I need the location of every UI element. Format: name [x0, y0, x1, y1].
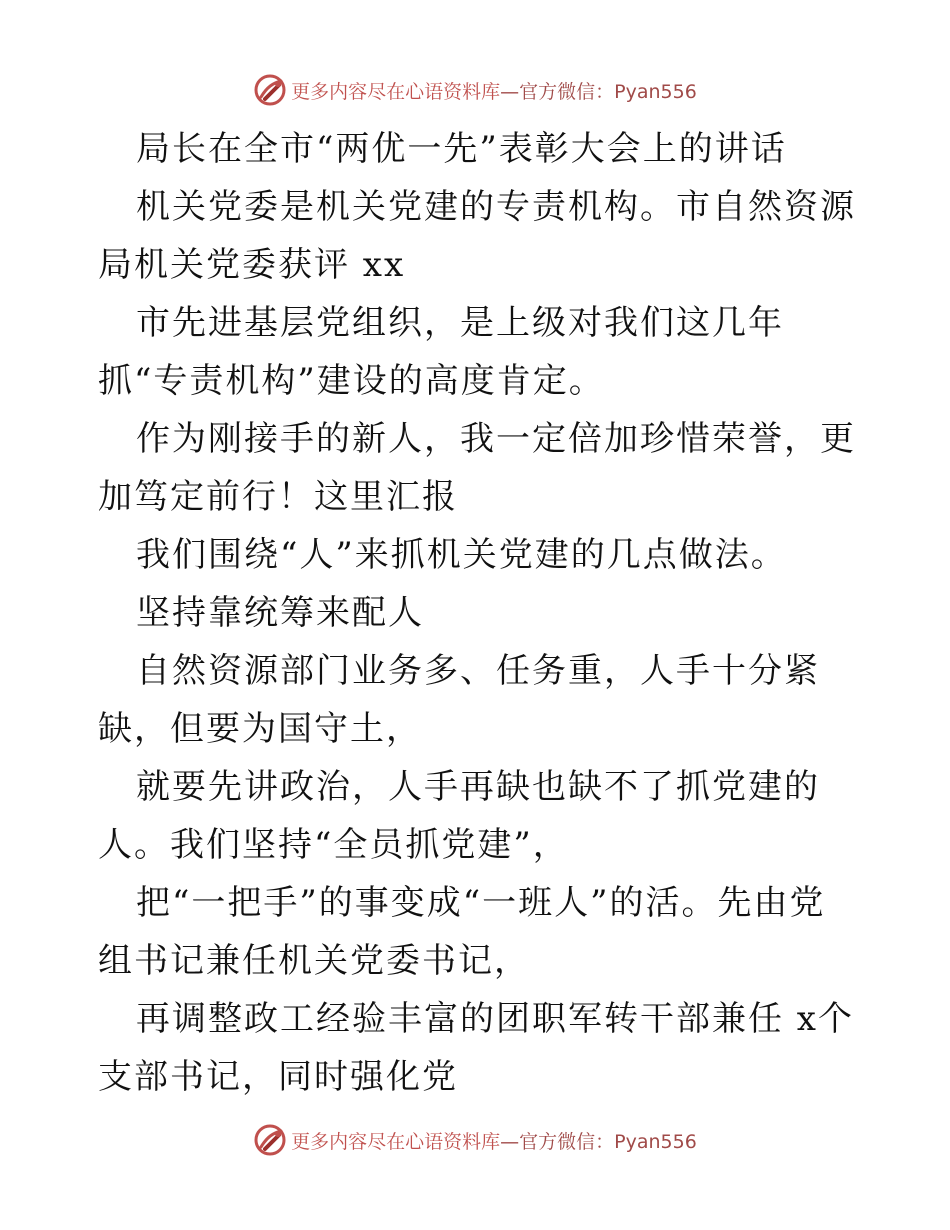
section-heading: 坚持靠统筹来配人 — [136, 593, 424, 633]
paragraph: 作为刚接手的新人，我一定倍加珍惜荣誉，更加笃定前行！这里汇报 — [98, 419, 856, 517]
brand-logo-icon — [253, 1123, 287, 1157]
paragraph: 就要先讲政治，人手再缺也缺不了抓党建的人。我们坚持“全员抓党建”， — [98, 767, 820, 865]
paragraph: 把“一把手”的事变成“一班人”的活。先由党组书记兼任机关党委书记， — [98, 883, 826, 981]
brand-logo-icon — [253, 73, 287, 107]
paragraph: 我们围绕“人”来抓机关党建的几点做法。 — [136, 535, 787, 575]
header-banner — [0, 70, 950, 110]
header-banner-text: 更多内容尽在心语资料库—官方微信：Pyan556 — [291, 80, 697, 103]
footer-banner — [0, 1120, 950, 1160]
paragraph: 机关党委是机关党建的专责机构。市自然资源局机关党委获评 xx — [98, 187, 856, 285]
paragraph: 市先进基层党组织，是上级对我们这几年抓“专责机构”建设的高度肯定。 — [98, 303, 784, 401]
document-title: 局长在全市“两优一先”表彰大会上的讲话 — [136, 129, 787, 169]
paragraph: 自然资源部门业务多、任务重，人手十分紧缺，但要为国守土， — [98, 651, 820, 749]
paragraph: 再调整政工经验丰富的团职军转干部兼任 x个支部书记，同时强化党 — [98, 999, 854, 1097]
document-body — [98, 120, 858, 1106]
footer-banner-text: 更多内容尽在心语资料库—官方微信：Pyan556 — [291, 1130, 697, 1153]
